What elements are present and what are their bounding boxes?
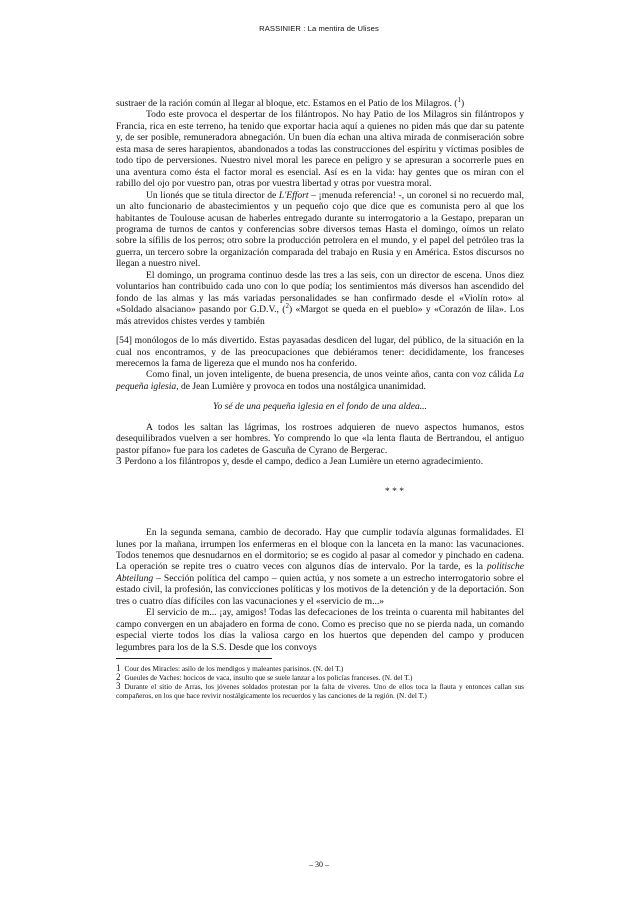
paragraph: sustraer de la ración común al llegar al bloque, etc. Estamos en el Patio de los Milagros. ($^1$) — [116, 95, 465, 109]
running-header: RASSINIER : La mentira de Ulises — [259, 24, 379, 33]
footnote: 2 Gueules de Vaches: hocicos de vaca, insulto que se suele lanzar a los policías franceses. (N. del T.) — [116, 672, 413, 683]
paragraph: Como final, un joven inteligente, de buena presencia, de unos veinte años, canta con voz cálida La pequeña iglesia, de Jean Lumière y provoca en todos una nostálgica unanimidad. — [116, 369, 524, 392]
paragraph: En la segunda semana, cambio de decorado. Hay que cumplir todavía algunas formalidades. El lunes por la mañana, irrumpen los enfermeras en el bloque con la lanceta en la mano: las vacunaciones. Todos tenemos que desnudarnos en el dormitorio; se es cogido al pasar al comedor y pinchado en cadena. La operación se repite tres o cuatro veces con algunos días de intervalo. Por la tarde, es la politische Abteilung – Sección política del campo – quien actúa, y nos somete a un estrecho interrogatorio sobre el estado civil, la profesión, las convicciones políticas y los motivos de la detención y de la deportación. Son tres o cuatro días difíciles con las vacunaciones y el «servicio de m...» — [116, 527, 525, 607]
paragraph: El servicio de m... ¡ay, amigos! Todas las defecaciones de los treinta o cuarenta mil habitantes del campo convergen en un abajadero en forma de cono. Como es preciso que no se pierda nada, un comando especial vierte todos los días la valiosa cargo en los huertos que dependen del campo y producen legumbres para los de la S.S. Desde que los convoys — [116, 607, 524, 653]
paragraph: 3 Perdono a los filántropos y, desde el campo, dedico a Jean Lumière un eterno agradecimiento. — [116, 455, 484, 468]
footnote: 1 Cour des Miracles: asilo de los mendigos y maleantes parisinos. (N. del T.) — [116, 663, 344, 674]
footnote-ref: 3 — [116, 455, 122, 468]
paragraph: A todos les saltan las lágrimas, los rostroes adquieren de nuevo aspectos humanos, estos desequilibrados vuelven a ser hombres. Yo comprendo lo que «la lenta flauta de Bertrandou, el antiguo pastor pífano» fue para los cadetes de Gascuña de Cyrano de Bergerac. — [116, 421, 524, 456]
song-verse: Yo sé de una pequeña iglesia en el fondo de una aldea... — [213, 401, 427, 413]
italic-term: politische Abteilung — [116, 561, 525, 584]
paragraph: Un lionés que se titula director de L'Effort – ¡menuda referencia! -, un coronel si no recuerdo mal, un alto funcionario de abastecimientos y un pequeño cojo que dice que es comunista pero al que los habitantes de Toulouse acusan de haberles entregado durante su interrogatorio a la Gestapo, preparan un programa de turnos de cantos y conferencias sobre diversos temas Hasta el domingo, oímos un relato sobre la sífilis de los perros; otro sobre la producción petrolera en el mundo, y el papel del petróleo tras la guerra, un tercero sobre la organización comparada del trabajo en Rusia y en América. Estos discursos no llegan a nuestro nivel. — [116, 189, 524, 270]
paragraph: [54] monólogos de lo más divertido. Estas payasadas desdicen del lugar, del público, de la situación en la cual nos encontramos, y de las preocupaciones que debiéramos tener: decididamente, los franceses merecemos la fama de ligereza que el mundo nos ha conferido. — [116, 335, 524, 369]
footnote: 3 Durante el sitio de Arras, los jóvenes soldados protestan por la falta de víveres. Uno de ellos toca la flauta y entonces callan sus compañeros, en los que hace revivir nostálgicamente los recuerdos y las canciones de la región. (N. del T.) — [116, 681, 524, 701]
paragraph: El domingo, un programa continuo desde las tres a las seis, con un director de escena. Unos diez voluntarios han contribuido cada uno con lo que podía; los sentimientos más diversos han ascendido del fondo de las almas y las más variadas personalidades se han confirmado desde el «Violín roto» al «Soldado alsaciano» pasando por G.D.V., ($^2$) «Margot se queda en el pueblo» y «Corazón de lila». Los más atrevidos chistes verdes y también — [116, 269, 524, 327]
section-break: * * * — [384, 485, 404, 497]
footnote-ref: 2 — [285, 301, 289, 310]
page-number: – 30 – — [309, 860, 329, 869]
footnote-ref: 1 — [457, 95, 461, 104]
italic-title: La pequeña iglesia — [116, 369, 524, 392]
paragraph: Todo este provoca el despertar de los filántropos. No hay Patio de los Milagros sin filántropos y Francia, rica en este terreno, ha tenido que exportar hacia aquí a quienes no piden más que dar su patente y, de ser posible, remuneradora abnegación. Un buen día echan una altiva mirada de conmiseración sobre esta masa de seres harapientos, abandonados a todas las construcciones del espíritu y víctimas posibles de todo tipo de perversiones. Nuestro nivel moral les parece en peligro y se apresuran a socorrerle pues en una aventura como ésta el factor moral es esencial. Así es en la vida: hay gentes que os miran con el rabillo del ojo por vuestro pan, otras por vuestra libertad y otras por vuestra moral. — [116, 109, 524, 190]
footnote-divider — [116, 658, 272, 659]
italic-title: L'Effort — [278, 189, 309, 201]
main-text — [116, 95, 525, 701]
